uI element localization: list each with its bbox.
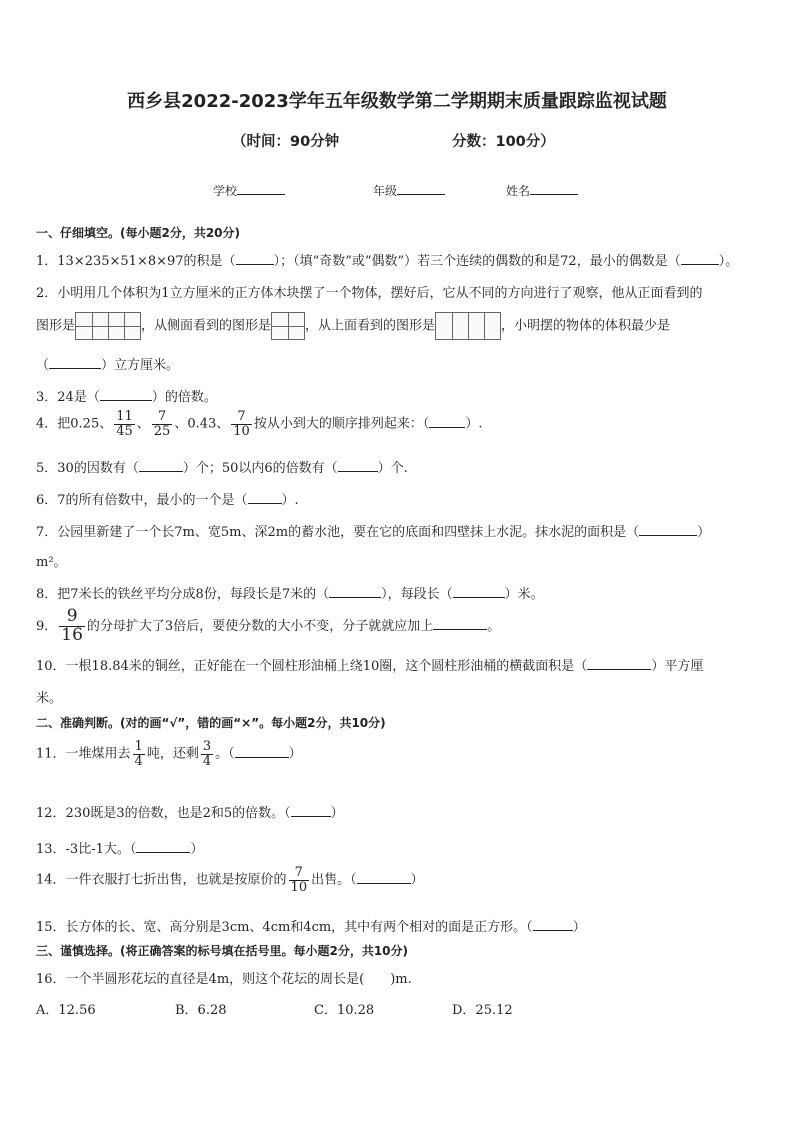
- fraction-11-45: $\frac{11}{45}$: [116, 409, 133, 439]
- q6-text-b: ）.: [281, 493, 299, 508]
- q10-blank[interactable]: [587, 656, 651, 670]
- q4-text-a: 4．把0.25、: [36, 416, 113, 432]
- section-3-heading: 三、谨慎选择。(将正确答案的标号填在括号里。每小题2分，共10分): [36, 944, 409, 958]
- q2-text-d: ，小明摆的物体的体积最少是: [501, 318, 671, 334]
- q4-sep-1: 、: [136, 416, 150, 432]
- question-5: [36, 457, 408, 476]
- question-13: [36, 838, 203, 857]
- question-1: [36, 250, 738, 269]
- question-2-line1: 2．小明用几个体积为1立方厘米的正方体木块摆了一个物体，摆好后，它从不同的方向进行了观察，他从正面看到的: [36, 286, 703, 301]
- q1-text-b: ）；（填“奇数”或“偶数”）若三个连续的偶数的和是72，最小的偶数是（: [273, 254, 681, 269]
- school-label: 学校: [213, 184, 238, 198]
- grade-label: 年级: [373, 184, 398, 198]
- q15-text-a: 15．长方体的长、宽、高分别是3cm、4cm和4cm，其中有两个相对的面是正方形。（: [36, 920, 533, 935]
- q8-text-a: 8．把7米长的铁丝平均分成8份，每段长是7米的（: [36, 587, 330, 602]
- q9-text-c: 。: [487, 618, 501, 634]
- q8-blank-2[interactable]: [453, 584, 505, 598]
- q2-text-e2: ）立方厘米。: [101, 358, 180, 373]
- q12-blank[interactable]: [291, 803, 331, 817]
- section-2-heading: 二、准确判断。(对的画“√”，错的画“×”。每小题2分，共10分): [36, 716, 386, 730]
- question-10-line2: 米。: [36, 691, 63, 706]
- score-label: 分数：100分）: [452, 134, 555, 150]
- q6-blank[interactable]: [248, 490, 282, 504]
- q11-blank[interactable]: [235, 744, 289, 758]
- time-label: （时间：90分钟: [232, 134, 340, 150]
- q12-text-a: 12．230既是3的倍数，也是2和5的倍数。（: [36, 806, 291, 821]
- q3-text-a: 3．24是（: [36, 390, 100, 405]
- question-7-line1: [36, 521, 710, 540]
- fraction-1-4: $\frac{1}{4}$: [134, 739, 143, 769]
- question-2-line3: [36, 354, 179, 373]
- q11-text-c: 。（: [215, 746, 235, 762]
- question-7-line2: m²。: [36, 555, 67, 570]
- school-field: [213, 182, 285, 199]
- option-d[interactable]: D．25.12: [452, 1003, 513, 1018]
- q2-blank[interactable]: [49, 355, 101, 369]
- fraction-3-4: $\frac{3}{4}$: [202, 739, 212, 769]
- q11-text-a: 11．一堆煤用去: [36, 746, 131, 762]
- q2-text-e1: （: [36, 358, 50, 373]
- question-12: [36, 802, 344, 821]
- question-6: [36, 489, 299, 508]
- q11-text-b: 吨，还剩: [146, 746, 199, 762]
- q7-text-a: 7．公园里新建了一个长7m、宽5m、深2m的蓄水池，要在它的底面和四壁抹上水泥。抹水泥的面积是（: [36, 525, 640, 540]
- q13-blank[interactable]: [136, 839, 190, 853]
- option-a[interactable]: A．12.56: [36, 1003, 96, 1018]
- q4-blank[interactable]: [429, 414, 465, 428]
- q5-blank-1[interactable]: [139, 458, 183, 472]
- q7-blank[interactable]: [639, 522, 697, 536]
- q6-text-a: 6．7的所有倍数中，最小的一个是（: [36, 493, 248, 508]
- q10-text-a: 10．一根18.84米的铜丝，正好能在一个圆柱形油桶上绕10圈，这个圆柱形油桶的横截面积是（: [36, 659, 588, 674]
- question-15: [36, 916, 586, 935]
- question-9: [36, 608, 500, 645]
- name-label: 姓名: [506, 184, 531, 198]
- q3-text-b: ）的倍数。: [151, 390, 217, 405]
- q2-text-a: 图形是: [36, 318, 76, 334]
- q14-text-b: 出售。（: [311, 872, 357, 888]
- q2-text-b: ，从侧面看到的图形是: [141, 318, 272, 334]
- fraction-7-10-b: $\frac{7}{10}$: [290, 865, 308, 895]
- q2-text-c: ，从上面看到的图形是: [305, 318, 436, 334]
- name-field: [506, 182, 578, 199]
- q3-blank[interactable]: [100, 387, 152, 401]
- q13-text-b: ）: [190, 842, 204, 857]
- section-1-heading: 一、仔细填空。(每小题2分，共20分): [36, 226, 241, 240]
- q4-text-c: ）.: [465, 416, 483, 432]
- name-blank[interactable]: [530, 182, 578, 195]
- q15-blank[interactable]: [533, 917, 573, 931]
- side-view-figure: [271, 312, 305, 340]
- exam-title: 西乡县2022-2023学年五年级数学第二学期期末质量跟踪监视试题: [127, 91, 667, 112]
- q13-text-a: 13．-3比-1大。（: [36, 842, 137, 857]
- front-view-figure: [75, 312, 141, 340]
- q5-blank-2[interactable]: [338, 458, 378, 472]
- question-16-stem: 16．一个半圆形花坛的直径是4m，则这个花坛的周长是( )m.: [36, 972, 412, 987]
- q7-text-b: ）: [697, 525, 711, 540]
- q8-text-b: ），每段长（: [381, 587, 453, 602]
- grade-blank[interactable]: [397, 182, 445, 195]
- q4-text-b: 按从小到大的顺序排列起来：（: [253, 416, 430, 432]
- q14-text-c: ）: [410, 872, 424, 888]
- option-c[interactable]: C．10.28: [314, 1003, 375, 1018]
- q11-text-d: ）: [288, 746, 302, 762]
- q5-text-b: ）个；50以内6的倍数有（: [182, 461, 338, 476]
- top-view-figure: [435, 312, 501, 340]
- question-11: [36, 740, 302, 768]
- q9-blank[interactable]: [433, 616, 487, 630]
- q14-blank[interactable]: [357, 870, 411, 884]
- q9-text-b: 的分母扩大了3倍后，要使分数的大小不变，分子就就应加上: [86, 618, 434, 634]
- q1-blank-2[interactable]: [681, 251, 719, 265]
- q4-sep-2: 、0.43、: [174, 416, 230, 432]
- q15-text-b: ）: [572, 920, 586, 935]
- fraction-7-25: $\frac{7}{25}$: [153, 409, 171, 439]
- q8-text-c: ）米。: [504, 587, 544, 602]
- option-b[interactable]: B．6.28: [175, 1003, 227, 1018]
- q1-text-a: 1．13×235×51×8×97的积是（: [36, 254, 236, 269]
- school-blank[interactable]: [237, 182, 285, 195]
- question-10-line1: [36, 655, 703, 674]
- question-4: [36, 410, 482, 438]
- question-14: [36, 866, 424, 894]
- q5-text-a: 5．30的因数有（: [36, 461, 139, 476]
- q8-blank-1[interactable]: [329, 584, 381, 598]
- q10-text-b: ）平方厘: [651, 659, 704, 674]
- q5-text-c: ）个.: [377, 461, 408, 476]
- fraction-9-16: $\frac{9}{16}$: [61, 606, 83, 645]
- question-8: [36, 583, 544, 602]
- q14-text-a: 14．一件衣服打七折出售，也就是按原价的: [36, 872, 287, 888]
- q9-text-a: 9．: [36, 618, 58, 634]
- q1-text-c: ）。: [718, 254, 739, 269]
- q12-text-b: ）: [330, 806, 344, 821]
- question-2-line2: [36, 312, 670, 340]
- fraction-7-10: $\frac{7}{10}$: [233, 409, 250, 439]
- grade-field: [373, 182, 445, 199]
- question-3: [36, 386, 217, 405]
- q1-blank-1[interactable]: [236, 251, 274, 265]
